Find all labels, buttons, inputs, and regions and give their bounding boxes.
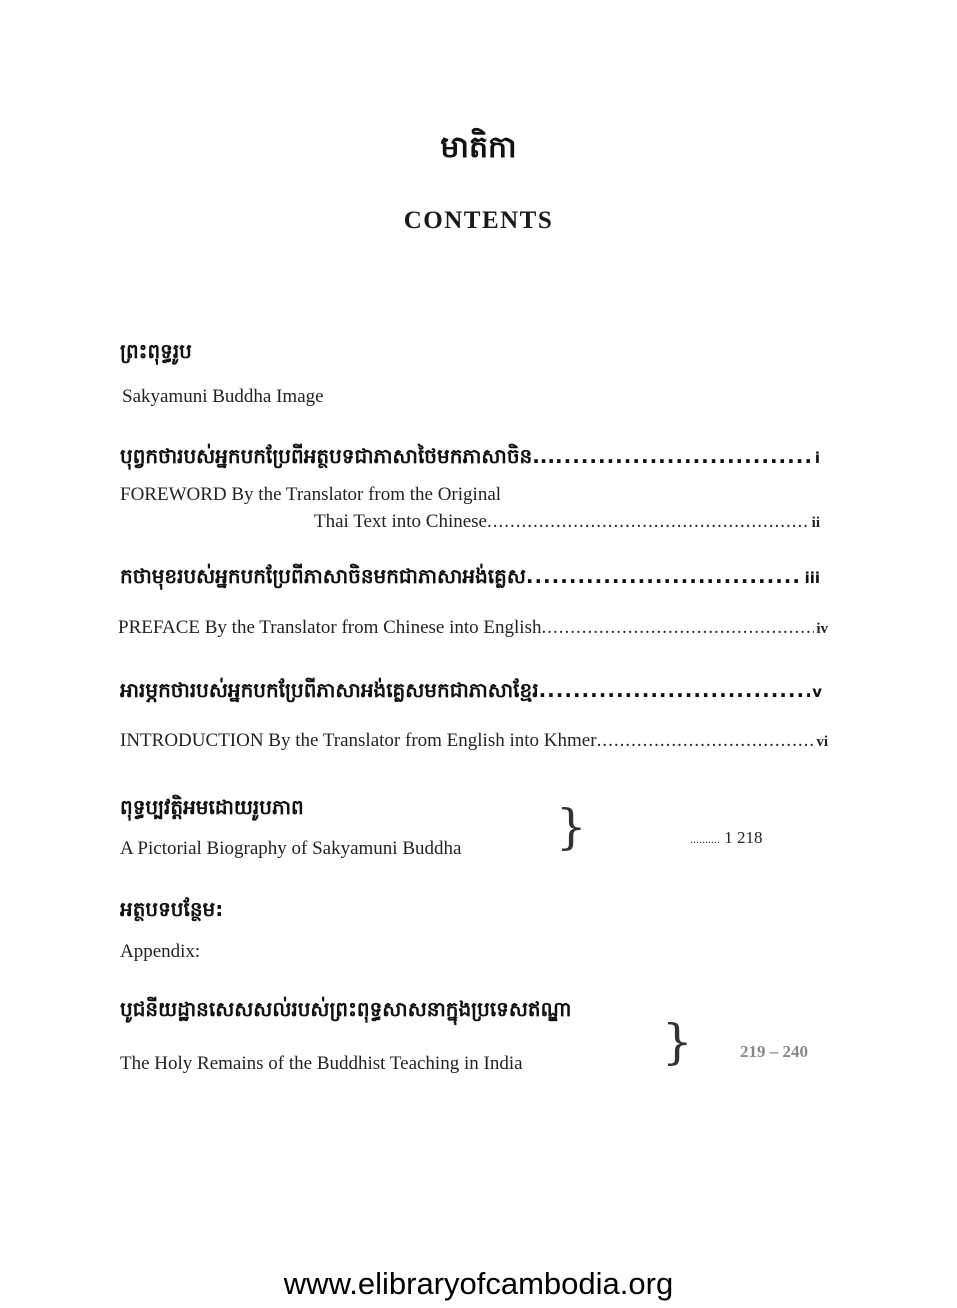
page-range-holy-remains: 219 – 240 bbox=[740, 1042, 808, 1061]
leader-dots bbox=[526, 564, 803, 588]
entry-preface-text: PREFACE By the Translator from Chinese into English bbox=[118, 617, 542, 638]
leader-dots bbox=[555, 444, 813, 468]
page-number: iv bbox=[816, 621, 828, 637]
entry-biography: A Pictorial Biography of Sakyamuni Buddha bbox=[120, 838, 462, 859]
entry-khmer-biography: ពុទ្ធប្បវត្តិអមដោយរូបភាព bbox=[120, 795, 304, 819]
footer-url[interactable]: www.elibraryofcambodia.org bbox=[283, 1266, 674, 1301]
leader-dots bbox=[539, 678, 811, 702]
entry-preface bbox=[118, 617, 828, 639]
leader-dots bbox=[597, 730, 815, 752]
leader-dots bbox=[541, 617, 814, 639]
page-title: CONTENTS bbox=[403, 207, 554, 234]
entry-khmer-appendix: អត្ថបទបន្ថែម: bbox=[120, 897, 224, 921]
entry-foreword-line2 bbox=[314, 511, 820, 533]
page-number: v bbox=[812, 683, 822, 701]
page-range-biography bbox=[690, 828, 763, 848]
entry-khmer-introduction bbox=[120, 677, 822, 707]
page-number: iii bbox=[804, 569, 820, 587]
entry-khmer-foreword bbox=[120, 443, 820, 473]
leader-dots bbox=[487, 511, 810, 533]
entry-foreword-line1: FOREWORD By the Translator from the Original bbox=[120, 484, 502, 505]
entry-khmer-preface-text: កថាមុខរបស់អ្នកបកប្រែពីភាសាចិនមកជាភាសាអង់គ្លេស bbox=[120, 564, 526, 588]
entry-buddha-image: Sakyamuni Buddha Image bbox=[122, 386, 324, 407]
leader-dots: .......... bbox=[690, 832, 720, 846]
page-number: i bbox=[814, 449, 820, 467]
entry-khmer-buddha-image: ព្រះពុទ្ធរូប bbox=[120, 339, 192, 363]
page-number: vi bbox=[816, 734, 828, 750]
entry-khmer-introduction-text: អារម្ភកថារបស់អ្នកបកប្រែពីភាសាអង់គ្លេសមកជាភាសាខ្មែរ bbox=[120, 678, 539, 702]
entry-introduction bbox=[120, 730, 828, 752]
page-range-text: 1 218 bbox=[724, 828, 763, 847]
entry-khmer-holy-remains: បូជនីយដ្ឋានសេសសល់របស់ព្រះពុទ្ធសាសនាក្នុងប្រទេសឥណ្ឌា bbox=[120, 997, 572, 1021]
right-brace: } bbox=[556, 799, 587, 855]
entry-appendix: Appendix: bbox=[120, 941, 201, 962]
right-brace: } bbox=[662, 1014, 693, 1070]
entry-khmer-preface bbox=[120, 563, 820, 593]
entry-introduction-text: INTRODUCTION By the Translator from English into Khmer bbox=[120, 730, 597, 751]
entry-holy-remains: The Holy Remains of the Buddhist Teaching in India bbox=[120, 1053, 523, 1074]
entry-khmer-foreword-text: បុព្វកថារបស់អ្នកបកប្រែពីអត្ថបទជាភាសាថៃមកភាសាចិន... bbox=[120, 444, 555, 468]
page-title-khmer: មាតិកា bbox=[440, 130, 517, 165]
entry-foreword-line2-text: Thai Text into Chinese bbox=[314, 511, 487, 532]
page-number: ii bbox=[811, 515, 820, 531]
